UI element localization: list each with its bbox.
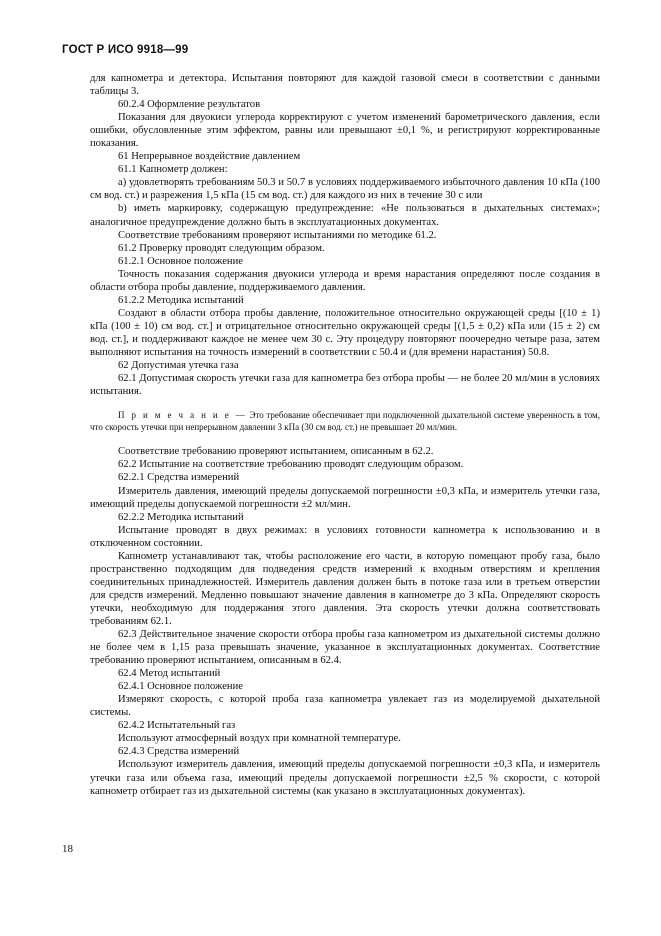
paragraph: Точность показания содержания двуокиси углерода и время нарастания определяют после создания в области отбора пробы давление, поддерживаемого давления. bbox=[90, 268, 600, 293]
paragraph: Измеритель давления, имеющий пределы допускаемой погрешности ±0,3 кПа, и измеритель утечки газа, имеющий пределы допускаемой погрешности ±2 мл/мин. bbox=[90, 485, 600, 510]
paragraph: Соответствие требованию проверяют испытанием, описанным в 62.2. bbox=[118, 446, 434, 458]
section-heading: 62.2.2 Методика испытаний bbox=[118, 511, 244, 523]
section-heading: 62 Допустимая утечка газа bbox=[118, 360, 239, 372]
paragraph: для капнометра и детектора. Испытания повторяют для каждой газовой смеси в соответствии с данными таблицы 3. bbox=[90, 73, 600, 98]
paragraph: Измеряют скорость, с которой проба газа капнометра увлекает газ из моделируемой дыхательной системы. bbox=[90, 694, 600, 719]
section-heading: 61 Непрерывное воздействие давлением bbox=[118, 151, 301, 163]
section-heading: 62.4.2 Испытательный газ bbox=[118, 720, 236, 732]
section-heading: 61.2.1 Основное положение bbox=[118, 255, 243, 267]
section-heading: 62.2 Испытание на соответствие требованию проводят следующим образом. bbox=[118, 459, 464, 471]
paragraph: Соответствие требованиям проверяют испытаниями по методике 61.2. bbox=[118, 229, 437, 241]
note-label: П р и м е ч а н и е — bbox=[118, 410, 247, 421]
page-number: 18 bbox=[62, 843, 73, 855]
list-item: b) иметь маркировку, содержащую предупреждение: «Не пользоваться в дыхательных системах»; аналогичное предупреждение должно быть в эксплуатационных документах. bbox=[90, 203, 600, 228]
document-body bbox=[90, 72, 600, 798]
document-header: ГОСТ Р ИСО 9918—99 bbox=[62, 44, 189, 56]
section-heading: 62.4 Метод испытаний bbox=[118, 668, 221, 680]
paragraph: Испытание проводят в двух режимах: в условиях готовности капнометра к использованию и в отключенном состоянии. bbox=[90, 524, 600, 549]
section-heading: 62.4.3 Средства измерений bbox=[118, 746, 240, 758]
list-item: а) удовлетворять требованиям 50.3 и 50.7 в условиях поддерживаемого избыточного давления 10 кПа (100 см вод. ст.) и разрежения 1,5 кПа (15 см вод. ст.) для каждого из них в течение 30 с или bbox=[90, 177, 600, 202]
paragraph: Капнометр устанавливают так, чтобы расположение его части, в которую помещают пробу газа, было пространственно подходящим для подведения средств измерений к входным отверстиям и крепления соединительных принадлежностей. Измеритель давления должен быть в потоке газа или в третьем отверстии для средств измерений. Медленно повышают значение давления в капнометре до 3 кПа. Определяют скорость утечки, необходимую для поддержания этого давления. Эта скорость утечки должна соответствовать требованиям 62.1. bbox=[90, 550, 600, 627]
section-heading: 60.2.4 Оформление результатов bbox=[118, 99, 261, 111]
paragraph: Создают в области отбора пробы давление, положительное относительно окружающей среды [(10 ± 1) кПа (100 ± 10) см вод. ст.] и отрицательное относительно окружающей среды [(1,5 ± 0,2) кПа или (15 ± 2) см вод. ст.], и поддерживают каждое не менее чем 30 с. Эту процедуру повторяют поочередно четыре раза, затем выполняют испытания на точность измерений в соответствии с 50.4 и (для времени нарастания) 50.8. bbox=[90, 307, 600, 358]
section-heading: 61.2 Проверку проводят следующим образом. bbox=[118, 242, 325, 254]
paragraph: Показания для двуокиси углерода корректируют с учетом изменений барометрического давления, если ошибки, обусловленные этим эффектом, равны или превышают ±0,1 %, и регистрируют корректированные показания. bbox=[90, 112, 600, 150]
paragraph: Используют измеритель давления, имеющий пределы допускаемой погрешности ±0,3 кПа, и измеритель утечки газа или объема газа, имеющий пределы допускаемой погрешности ±2,5 % скорости, с которой капнометр отбирает газ из дыхательной системы (как указано в эксплуатационных документах). bbox=[90, 759, 600, 797]
note bbox=[90, 410, 600, 433]
paragraph: 62.1 Допустимая скорость утечки газа для капнометра без отбора пробы — не более 20 мл/мин в условиях испытания. bbox=[90, 373, 600, 398]
section-heading: 61.2.2 Методика испытаний bbox=[118, 294, 244, 306]
paragraph: 62.3 Действительное значение скорости отбора пробы газа капнометром из дыхательной системы должно не более чем в 1,15 раза превышать значение, указанное в эксплуатационных документах. Соответствие требованию проверяют испытанием, описанным в 62.4. bbox=[90, 629, 600, 667]
section-heading: 62.2.1 Средства измерений bbox=[118, 472, 240, 484]
paragraph: 61.1 Капнометр должен: bbox=[118, 164, 228, 176]
section-heading: 62.4.1 Основное положение bbox=[118, 681, 243, 693]
note-text: Это требование обеспечивает при подключенной дыхательной системе уверенность в том, что скорость утечки при непрерывном давлении 3 кПа (30 см вод. ст.) не превышает 20 мл/мин. bbox=[90, 410, 601, 432]
paragraph: Используют атмосферный воздух при комнатной температуре. bbox=[118, 733, 401, 745]
